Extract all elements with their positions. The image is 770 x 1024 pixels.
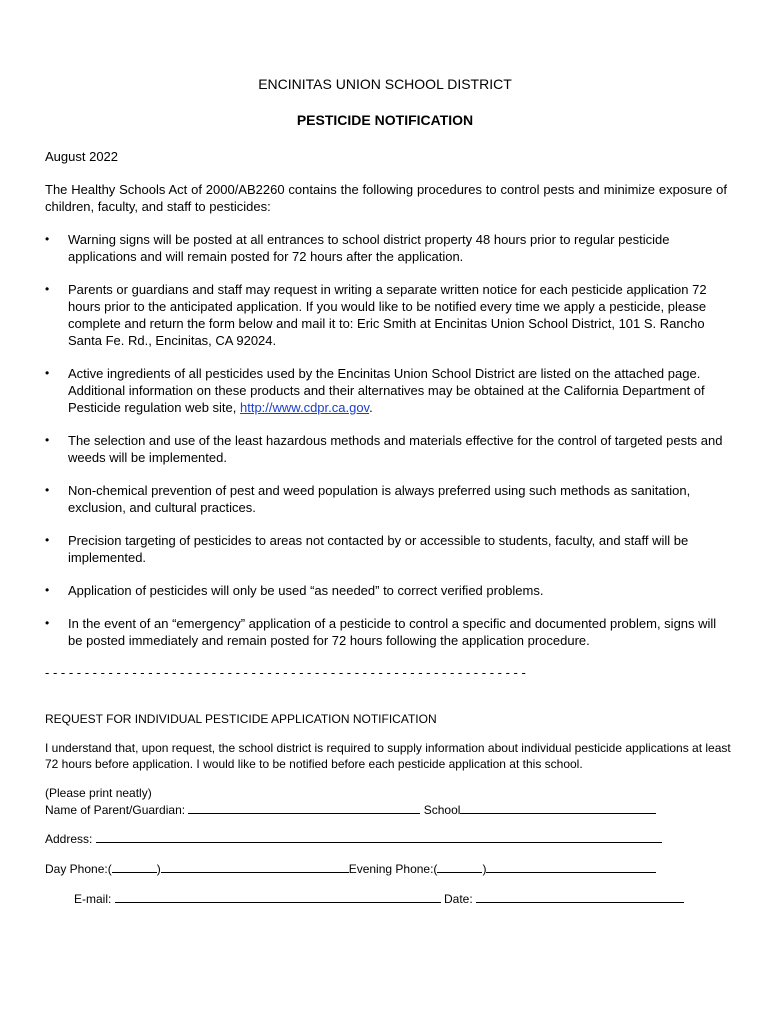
day-phone-field[interactable] bbox=[161, 860, 349, 873]
bullet-icon: • bbox=[45, 232, 50, 246]
day-phone-label: Day Phone:( bbox=[45, 862, 112, 876]
procedure-text: Parents or guardians and staff may request in writing a separate written notice for each pesticide application 72 hours prior to the anticipated application. If you would like to be notified every time we apply a pesticide, please complete and return the form below and mail it to: Eric Smith at Encinitas Union School District, 101 S. Rancho Santa Fe. Rd., Encinitas, CA 92024. bbox=[68, 282, 707, 348]
school-field[interactable] bbox=[460, 801, 656, 814]
document-date: August 2022 bbox=[45, 149, 119, 164]
procedure-item-1 bbox=[45, 231, 730, 265]
date-label: Date: bbox=[440, 892, 477, 906]
procedure-list bbox=[45, 231, 730, 665]
bullet-icon: • bbox=[45, 282, 50, 296]
procedure-text: Precision targeting of pesticides to areas not contacted by or accessible to students, faculty, and staff will be implemented. bbox=[68, 533, 689, 565]
form-title: REQUEST FOR INDIVIDUAL PESTICIDE APPLICATION NOTIFICATION bbox=[45, 712, 437, 726]
procedure-item-4 bbox=[45, 432, 730, 466]
procedure-text: Warning signs will be posted at all entrances to school district property 48 hours prior to regular pesticide applications and will remain posted for 72 hours after the application. bbox=[68, 232, 670, 264]
intro-paragraph: The Healthy Schools Act of 2000/AB2260 contains the following procedures to control pests and minimize exposure of children, faculty, and staff to pesticides: bbox=[45, 182, 727, 214]
address-field[interactable] bbox=[96, 830, 662, 843]
procedure-text: Active ingredients of all pesticides used by the Encinitas Union School District are listed on the attached page. Additional information on these products and their alternatives may be obtained at the California Department of Pesticide regulation web site, bbox=[68, 366, 705, 415]
procedure-text-end: . bbox=[369, 400, 373, 415]
procedure-item-6 bbox=[45, 532, 730, 566]
email-date-row bbox=[74, 890, 684, 908]
procedure-item-5 bbox=[45, 482, 730, 516]
day-phone-paren: ) bbox=[156, 862, 161, 876]
procedure-text: The selection and use of the least hazardous methods and materials effective for the control of targeted pests and weeds will be implemented. bbox=[68, 433, 723, 465]
cdpr-website-link[interactable]: http://www.cdpr.ca.gov bbox=[239, 400, 370, 415]
evening-phone-label: Evening Phone:( bbox=[348, 862, 438, 876]
address-label: Address: bbox=[45, 832, 96, 846]
parent-name-field[interactable] bbox=[188, 801, 420, 814]
date-field[interactable] bbox=[476, 890, 684, 903]
procedure-item-2 bbox=[45, 281, 730, 349]
document-title: PESTICIDE NOTIFICATION bbox=[296, 112, 474, 128]
email-field[interactable] bbox=[115, 890, 441, 903]
address-row bbox=[45, 830, 662, 848]
phone-row bbox=[45, 860, 656, 878]
bullet-icon: • bbox=[45, 583, 50, 597]
procedure-item-8 bbox=[45, 615, 730, 649]
form-description: I understand that, upon request, the school district is required to supply information about individual pesticide applications at least 72 hours before application. I would like to be notified before each pesticide application at this school. bbox=[45, 741, 731, 771]
name-school-row bbox=[45, 801, 656, 819]
bullet-icon: • bbox=[45, 533, 50, 547]
evening-phone-field[interactable] bbox=[486, 860, 656, 873]
evening-phone-paren: ) bbox=[482, 862, 487, 876]
cut-line-separator: - - - - - - - - - - - - - - - - - - - - - - - - - - - - - - - - - - - - - - - - - - - - - - - - - - - - - - - - - - - - - bbox=[45, 665, 526, 680]
bullet-icon: • bbox=[45, 616, 50, 630]
day-phone-area-code-field[interactable] bbox=[112, 860, 157, 873]
procedure-item-7 bbox=[45, 582, 730, 599]
print-note: (Please print neatly) bbox=[45, 786, 152, 800]
school-label: School bbox=[420, 803, 461, 817]
bullet-icon: • bbox=[45, 433, 50, 447]
district-name: ENCINITAS UNION SCHOOL DISTRICT bbox=[258, 76, 512, 92]
bullet-icon: • bbox=[45, 366, 50, 380]
procedure-item-3 bbox=[45, 365, 730, 416]
procedure-text: Application of pesticides will only be used “as needed” to correct verified problems. bbox=[68, 583, 544, 598]
email-label: E-mail: bbox=[74, 892, 115, 906]
evening-phone-area-code-field[interactable] bbox=[437, 860, 482, 873]
procedure-text: In the event of an “emergency” application of a pesticide to control a specific and documented problem, signs will be posted immediately and remain posted for 72 hours following the application procedure. bbox=[68, 616, 717, 648]
name-label: Name of Parent/Guardian: bbox=[45, 803, 189, 817]
procedure-text: Non-chemical prevention of pest and weed population is always preferred using such methods as sanitation, exclusion, and cultural practices. bbox=[68, 483, 691, 515]
bullet-icon: • bbox=[45, 483, 50, 497]
